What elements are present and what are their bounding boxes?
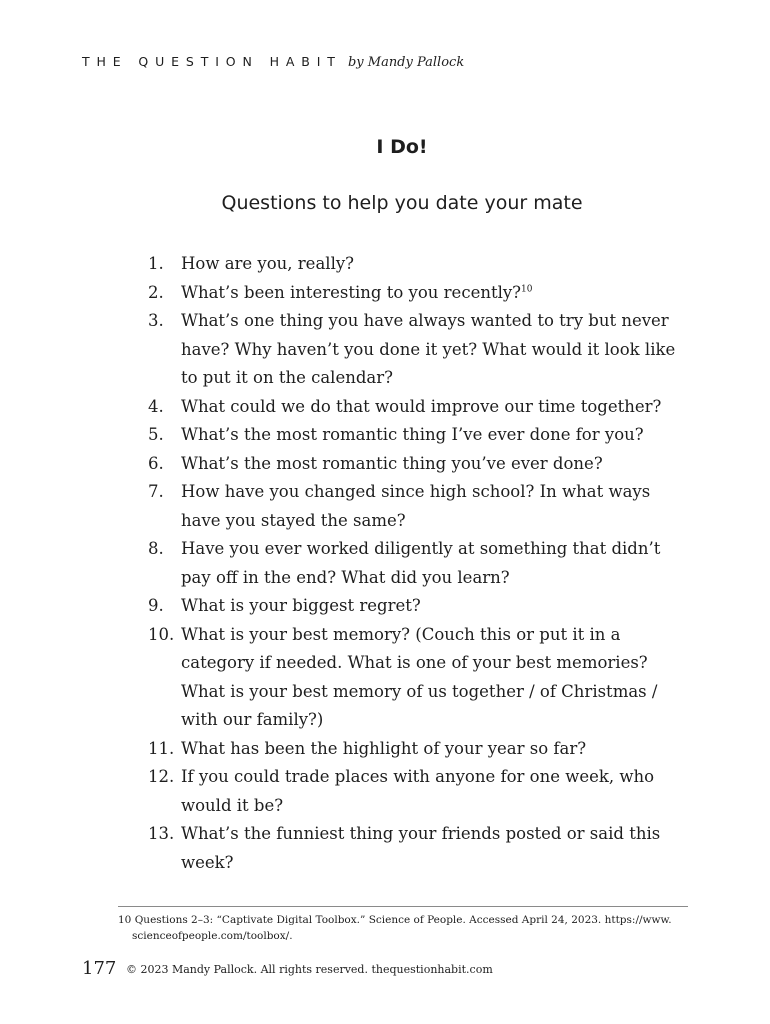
item-text: What’s the most romantic thing you’ve ever done? [181, 453, 603, 473]
footnote-line: 10 Questions 2–3: “Captivate Digital Toolbox.” Science of People. Accessed April 24, 2023. https://www. [118, 914, 672, 926]
item-text: What’s the funniest thing your friends posted or said this week? [181, 824, 661, 872]
list-item [148, 478, 688, 535]
item-number: 2. [148, 282, 164, 302]
item-text: Have you ever worked diligently at something that didn’t pay off in the end? What did you learn? [181, 539, 661, 587]
item-text: How are you, really? [181, 254, 355, 273]
item-text: What is your best memory? (Couch this or put it in a category if needed. What is one of your best memories? What is your best memory of us together / of Christmas / with our family?) [181, 624, 658, 729]
item-number: 12. [148, 767, 175, 786]
item-number: 1. [148, 254, 164, 273]
item-number: 8. [148, 539, 164, 558]
item-number: 11. [148, 738, 175, 758]
item-number: 6. [148, 453, 164, 473]
list-item [148, 735, 688, 764]
list-item [148, 450, 688, 479]
list-item [148, 535, 688, 592]
item-number: 3. [148, 311, 164, 330]
list-item [148, 763, 688, 820]
item-text: What’s the most romantic thing I’ve ever done for you? [181, 425, 644, 444]
item-text: If you could trade places with anyone for one week, who would it be? [181, 767, 655, 815]
list-item [148, 250, 688, 279]
item-text: What’s one thing you have always wanted to try but never have? Why haven’t you done it yet? What would it look like to put it on the calendar? [181, 311, 676, 387]
page-number: 177 [82, 958, 117, 979]
item-text: What is your biggest regret? [181, 596, 421, 615]
list-item [148, 421, 688, 450]
footnote-line: scienceofpeople.com/toolbox/. [132, 930, 293, 942]
item-number: 9. [148, 596, 164, 615]
item-number: 13. [148, 824, 175, 843]
footnote [118, 912, 698, 944]
item-text: How have you changed since high school? In what ways have you stayed the same? [181, 482, 651, 530]
copyright-notice: © 2023 Mandy Pallock. All rights reserved. thequestionhabit.com [126, 963, 493, 976]
list-item [148, 592, 688, 621]
list-item [148, 279, 688, 308]
book-title: THE QUESTION HABIT [82, 54, 342, 69]
item-number: 7. [148, 482, 164, 501]
footnote-divider [118, 906, 688, 907]
item-number: 5. [148, 425, 164, 444]
page-subtitle: Questions to help you date your mate [221, 192, 583, 214]
list-item [148, 307, 688, 393]
item-number: 4. [148, 396, 164, 416]
list-item [148, 621, 688, 735]
question-list [148, 250, 688, 877]
list-item [148, 393, 688, 422]
footnote-reference[interactable]: 10 [521, 284, 533, 294]
page-title: I Do! [376, 136, 428, 158]
item-number: 10. [148, 624, 175, 644]
item-text: What has been the highlight of your year so far? [181, 738, 587, 758]
running-header [82, 54, 464, 70]
item-text: What’s been interesting to you recently? [181, 282, 522, 302]
item-text: What could we do that would improve our time together? [181, 396, 662, 416]
list-item [148, 820, 688, 877]
author-byline: by Mandy Pallock [347, 55, 465, 70]
